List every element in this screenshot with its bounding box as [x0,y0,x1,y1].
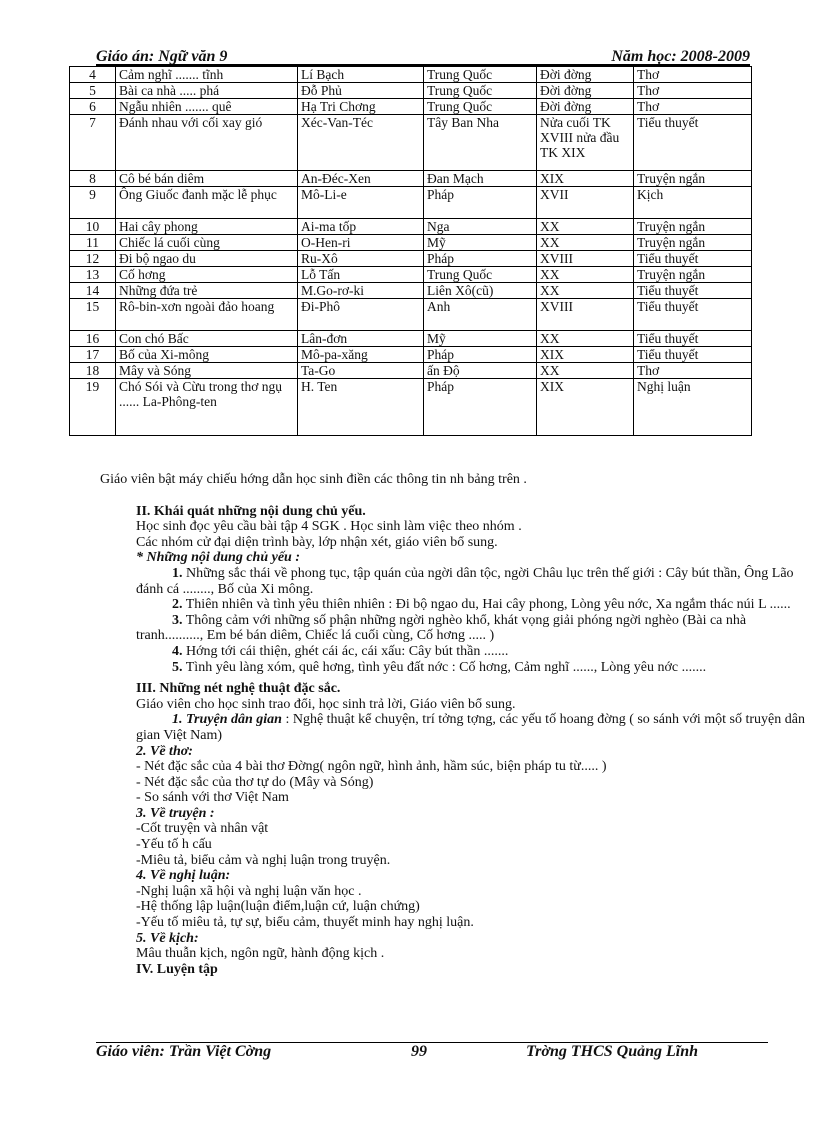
genre: Thơ [634,67,752,83]
row-number: 18 [70,363,116,379]
row-number: 10 [70,219,116,235]
genre: Nghị luận [634,379,752,436]
country: Trung Quốc [424,83,537,99]
country: Trung Quốc [424,99,537,115]
era: XVII [537,187,634,219]
country: Liên Xô(cũ) [424,283,537,299]
content-point [100,566,806,597]
list-item: - Nét đặc sắc của thơ tự do (Mây và Sóng) [136,774,374,790]
content-point [100,597,806,613]
country: ấn Độ [424,363,537,379]
author: O-Hen-ri [298,235,424,251]
genre: Truyện ngắn [634,219,752,235]
art-title-poetry: 2. Về thơ: [136,743,193,759]
work-title: Đánh nhau với cối xay gió [116,115,298,171]
country: Pháp [424,251,537,267]
era: XVIII [537,251,634,267]
genre: Tiểu thuyết [634,115,752,171]
table-row [70,251,752,267]
genre: Thơ [634,99,752,115]
country: Pháp [424,187,537,219]
genre: Tiểu thuyết [634,347,752,363]
era: XX [537,283,634,299]
country: Pháp [424,379,537,436]
table-row [70,235,752,251]
country: Mỹ [424,331,537,347]
work-title: Cố hơng [116,267,298,283]
section-2-line: Các nhóm cử đại diện trình bày, lớp nhận xét, giáo viên bổ sung. [136,534,498,550]
list-item: - So sánh với thơ Việt Nam [136,790,289,806]
era: XX [537,235,634,251]
work-title: Mây và Sóng [116,363,298,379]
section-2-title: II. Khái quát những nội dung chủ yếu. [136,503,366,519]
list-item: -Cốt truyện và nhân vật [136,821,269,837]
table-row [70,67,752,83]
work-title: Bài ca nhà ..... phá [116,83,298,99]
author: Lỗ Tấn [298,267,424,283]
section-4-title: IV. Luyện tập [136,961,218,977]
era: XX [537,267,634,283]
era: XIX [537,379,634,436]
page-footer [96,1043,768,1063]
genre: Tiểu thuyết [634,251,752,267]
row-number: 16 [70,331,116,347]
content-point [100,660,806,676]
drama-text: Mâu thuẫn kịch, ngôn ngữ, hành động kịch . [136,946,385,962]
table-row [70,99,752,115]
table-row [70,379,752,436]
row-number: 5 [70,83,116,99]
author: H. Ten [298,379,424,436]
era: Đời đờng [537,83,634,99]
list-item: -Yếu tố miêu tả, tự sự, biểu cảm, thuyết minh hay nghị luận. [136,915,474,931]
author: Mô-pa-xăng [298,347,424,363]
row-number: 9 [70,187,116,219]
author: Lân-đơn [298,331,424,347]
footer-teacher: Giáo viên: Trần Việt Cờng [96,1043,272,1060]
row-number: 4 [70,67,116,83]
author: Đỗ Phủ [298,83,424,99]
list-item: - Nét đặc sắc của 4 bài thơ Đờng( ngôn ngữ, hình ảnh, hầm súc, biện pháp tu từ..... ) [136,759,607,775]
page-number: 99 [411,1043,427,1060]
row-number: 15 [70,299,116,331]
author: Lí Bạch [298,67,424,83]
genre: Truyện ngắn [634,267,752,283]
footer-school: Trờng THCS Quảng Lĩnh [526,1043,699,1060]
author: An-Đéc-Xen [298,171,424,187]
art-text: : Nghệ thuật kể chuyện, trí tởng tợng, các yếu tố hoang đờng ( so sánh với một số truyện dân gian Việt Nam) [136,712,805,743]
art-title-essay: 4. Về nghị luận: [136,868,231,884]
era: XX [537,363,634,379]
work-title: Cô bé bán diêm [116,171,298,187]
era: XIX [537,171,634,187]
row-number: 8 [70,171,116,187]
country: Trung Quốc [424,267,537,283]
table-row [70,331,752,347]
work-title: Bố của Xi-mông [116,347,298,363]
era: Đời đờng [537,99,634,115]
list-item: -Nghị luận xã hội và nghị luận văn học . [136,883,362,899]
body-text [100,472,806,977]
era: XIX [537,347,634,363]
country: Nga [424,219,537,235]
table-row [70,299,752,331]
author: Hạ Tri Chơng [298,99,424,115]
point-text: Thiên nhiên và tình yêu thiên nhiên : Đi bộ ngao du, Hai cây phong, Lòng yêu nớc, Xa ngắm thác núi L ...... [185,597,791,613]
table-row [70,283,752,299]
country: Tây Ban Nha [424,115,537,171]
era: Đời đờng [537,67,634,83]
work-title: Những đứa trẻ [116,283,298,299]
table-row [70,187,752,219]
work-title: Ông Giuốc đanh mặc lễ phục [116,187,298,219]
point-number: 5. [172,659,183,675]
author: Đi-Phô [298,299,424,331]
author: M.Go-rơ-ki [298,283,424,299]
table-row [70,115,752,171]
row-number: 17 [70,347,116,363]
row-number: 12 [70,251,116,267]
table-row [70,171,752,187]
table-row [70,347,752,363]
table-row [70,219,752,235]
intro-line: Giáo viên bật máy chiếu hớng dẫn học sinh điền các thông tin nh bảng trên . [100,472,527,487]
section-3-line: Giáo viên cho học sinh trao đổi, học sinh trả lời, Giáo viên bổ sung. [136,696,516,712]
era: Nửa cuối TK XVIII nửa đầu TK XIX [537,115,634,171]
genre: Tiểu thuyết [634,283,752,299]
country: Đan Mạch [424,171,537,187]
author: Ru-Xô [298,251,424,267]
row-number: 11 [70,235,116,251]
art-title: 1. Truyện dân gian [172,712,282,728]
era: XX [537,331,634,347]
point-text: Hớng tới cái thiện, ghét cái ác, cái xấu: Cây bút thần ....... [186,643,509,659]
country: Pháp [424,347,537,363]
author: Ta-Go [298,363,424,379]
table-row [70,83,752,99]
section-3-title: III. Những nét nghệ thuật đặc sắc. [136,681,341,697]
art-point-folk [100,712,806,743]
section-2-line: Học sinh đọc yêu cầu bài tập 4 SGK . Học sinh làm việc theo nhóm . [136,519,522,535]
point-text: Những sắc thái về phong tục, tập quán của ngời dân tộc, ngời Châu lục trên thế giới : Cây bút thần, Ông Lão đánh cá ........, Bố của Xi mông. [136,565,794,597]
work-title: Ngẫu nhiên ....... quê [116,99,298,115]
work-title: Chó Sói và Cừu trong thơ ngụ ...... La-Phông-ten [116,379,298,436]
genre: Truyện ngắn [634,235,752,251]
work-title: Chiếc lá cuối cùng [116,235,298,251]
author: Mô-Li-e [298,187,424,219]
point-text: Thông cảm với những số phận những ngời nghèo khổ, khát vọng giải phóng ngời nghèo (Bài ca nhà tranh.........., Em bé bán diêm, Chiếc lá cuối cùng, Cố hơng ..... ) [136,612,747,644]
row-number: 13 [70,267,116,283]
works-table [69,66,752,436]
genre: Tiểu thuyết [634,331,752,347]
work-title: Đi bộ ngao du [116,251,298,267]
section-2-subtitle: * Những nội dung chủ yếu : [136,550,300,566]
work-title: Hai cây phong [116,219,298,235]
genre: Thơ [634,363,752,379]
content-point [100,613,806,644]
work-title: Rô-bin-xơn ngoài đảo hoang [116,299,298,331]
header-left: Giáo án: Ngữ văn 9 [96,48,228,65]
row-number: 14 [70,283,116,299]
era: XVIII [537,299,634,331]
art-title-drama: 5. Về kịch: [136,930,199,946]
country: Mỹ [424,235,537,251]
work-title: Cảm nghĩ ....... tĩnh [116,67,298,83]
list-item: -Hệ thống lập luận(luận điểm,luận cứ, luận chứng) [136,899,420,915]
point-number: 3. [172,612,183,628]
table-row [70,363,752,379]
genre: Truyện ngắn [634,171,752,187]
row-number: 7 [70,115,116,171]
work-title: Con chó Bấc [116,331,298,347]
row-number: 19 [70,379,116,436]
genre: Tiểu thuyết [634,299,752,331]
point-number: 4. [172,643,183,659]
row-number: 6 [70,99,116,115]
art-title-story: 3. Về truyện : [136,805,215,821]
point-number: 2. [172,597,183,613]
author: Xéc-Van-Téc [298,115,424,171]
header-right: Năm học: 2008-2009 [611,48,750,65]
genre: Kịch [634,187,752,219]
country: Anh [424,299,537,331]
author: Ai-ma tốp [298,219,424,235]
genre: Thơ [634,83,752,99]
table-row [70,267,752,283]
point-number: 1. [172,565,183,581]
era: XX [537,219,634,235]
list-item: -Miêu tả, biểu cảm và nghị luận trong truyện. [136,852,391,868]
content-point [100,644,806,660]
list-item: -Yếu tố h cấu [136,837,212,853]
country: Trung Quốc [424,67,537,83]
point-text: Tình yêu làng xóm, quê hơng, tình yêu đất nớc : Cố hơng, Cảm nghĩ ......, Lòng yêu nớc ....... [185,659,707,675]
